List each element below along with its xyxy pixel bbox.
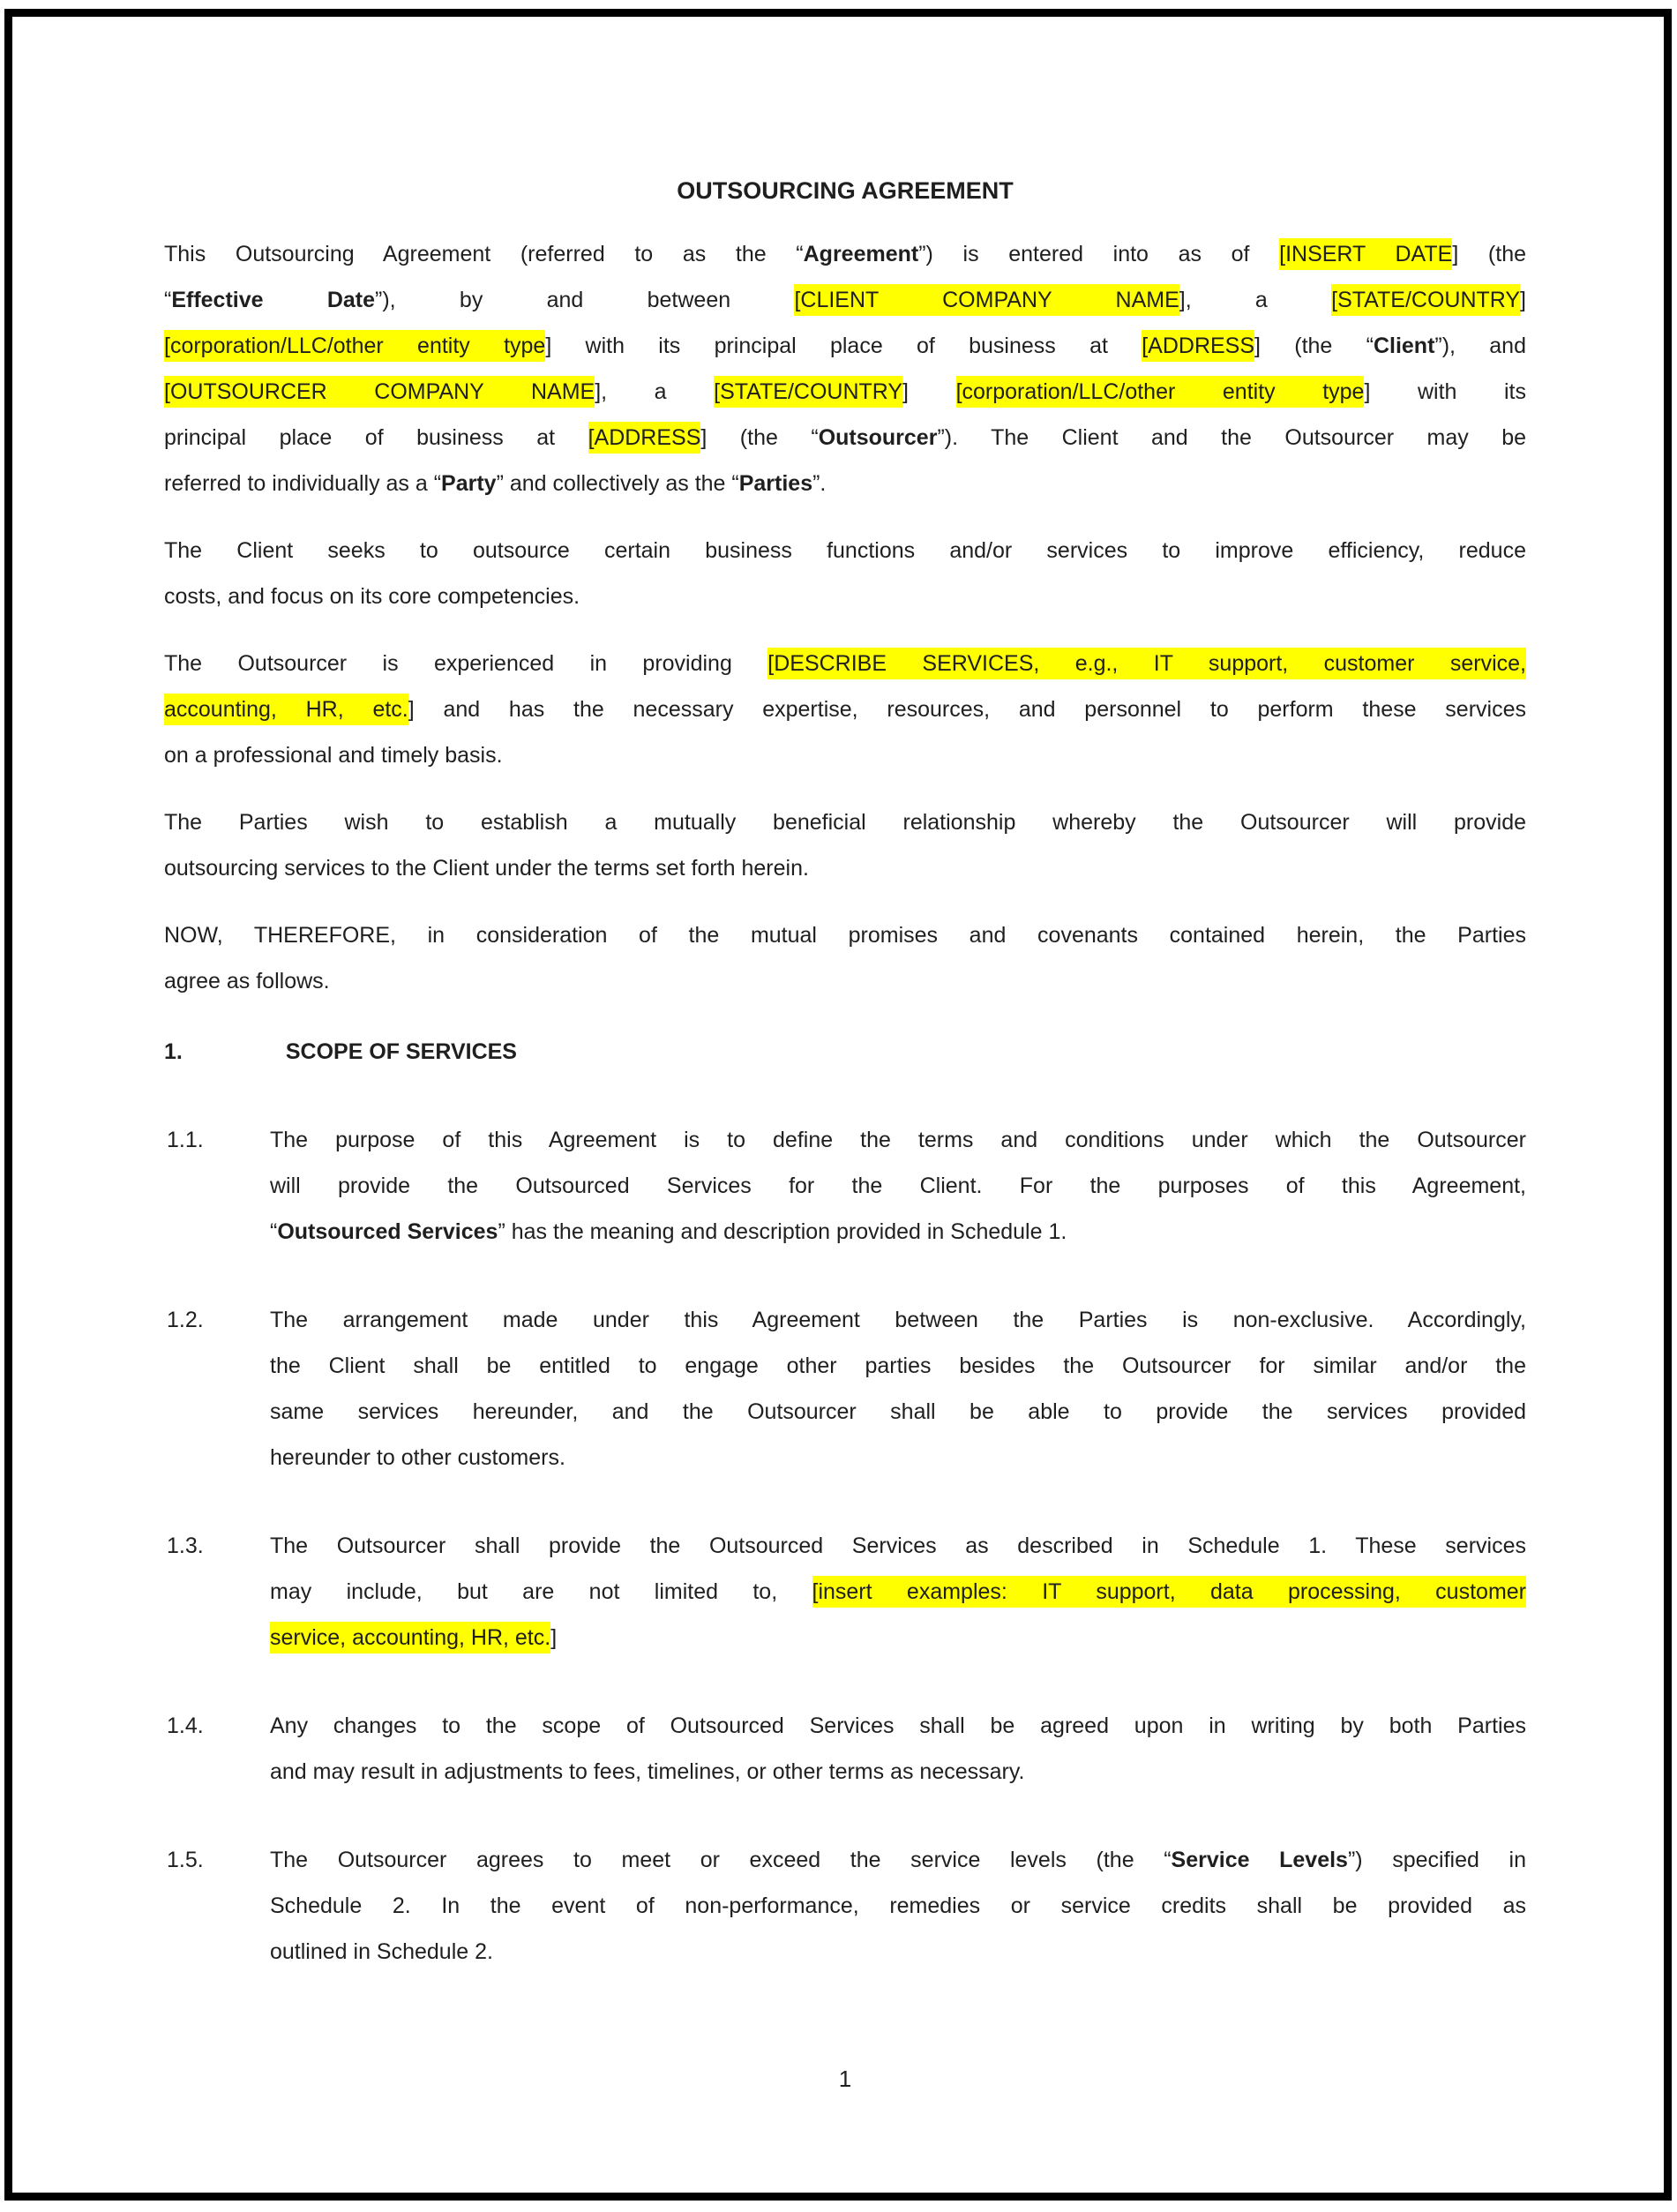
text-line [270, 1837, 1526, 1883]
text-line [164, 732, 1526, 778]
text-run: ] and has the necessary expertise, resources, and personnel to perform these services [408, 697, 1526, 722]
text-line [164, 912, 1526, 958]
text-run: accounting, HR, etc. [164, 694, 408, 725]
text-run: [STATE/COUNTRY [714, 376, 902, 408]
text-run: ”), by and between [375, 288, 795, 312]
text-line [270, 1569, 1526, 1615]
text-line [270, 1435, 1526, 1481]
text-line [164, 574, 1526, 619]
text-line [270, 1615, 1526, 1661]
text-run: [STATE/COUNTRY [1331, 284, 1520, 316]
clause-text [270, 1297, 1526, 1481]
text-line [270, 1209, 1526, 1255]
text-run: ”) is entered into as of [918, 242, 1280, 266]
text-run: ” has the meaning and description provided in Schedule 1. [498, 1219, 1067, 1244]
text-run: Client [1373, 334, 1435, 358]
text-run: ] [550, 1625, 558, 1650]
text-run: ] [902, 379, 956, 404]
document-content [164, 0, 1526, 2017]
text-run: “ [164, 288, 172, 312]
numbered-clause [164, 1703, 1526, 1795]
text-line [164, 845, 1526, 891]
clause-number: 1.5. [167, 1848, 204, 1872]
clause-number: 1.2. [167, 1308, 204, 1332]
numbered-clause [164, 1117, 1526, 1255]
paragraph [164, 528, 1526, 619]
text-run: agree as follows. [164, 969, 330, 994]
text-run: Parties [738, 471, 813, 496]
section-heading [164, 1029, 1526, 1075]
clause-number: 1.1. [167, 1128, 204, 1152]
text-run: ], a [1179, 288, 1332, 312]
text-line [270, 1117, 1526, 1163]
text-run: Effective Date [171, 288, 376, 312]
text-run: This Outsourcing Agreement (referred to as the “ [164, 242, 804, 266]
text-run: ” and collectively as the “ [496, 471, 739, 496]
text-line [270, 1297, 1526, 1343]
text-run: “ [270, 1219, 278, 1244]
text-run: ”). The Client and the Outsourcer may be [937, 425, 1527, 450]
text-run: The Outsourcer shall provide the Outsourced Services as described in Schedule 1. These services [270, 1533, 1526, 1558]
text-run: Outsourced Services [277, 1219, 498, 1244]
text-run: [ADDRESS [588, 422, 701, 454]
paragraph [164, 641, 1526, 778]
text-run: same services hereunder, and the Outsourcer shall be able to provide the services provided [270, 1399, 1526, 1424]
text-run: [INSERT DATE [1279, 238, 1452, 270]
text-run: ”), and [1434, 334, 1526, 358]
text-run: service, accounting, HR, etc. [270, 1622, 550, 1653]
document-body [164, 231, 1526, 1975]
text-run: The purpose of this Agreement is to define the terms and conditions under which the Outsourcer [270, 1128, 1526, 1152]
text-line [270, 1389, 1526, 1435]
clause-number: 1.4. [167, 1713, 204, 1738]
text-run: ] (the “ [700, 425, 819, 450]
text-run: [corporation/LLC/other entity type [956, 376, 1365, 408]
text-run: referred to individually as a “ [164, 471, 442, 496]
text-run: ] with its principal place of business at [545, 334, 1142, 358]
text-run: will provide the Outsourced Services for the Client. For the purposes of this Agreement, [270, 1173, 1526, 1198]
page-number: 1 [838, 2066, 852, 2092]
text-run: outlined in Schedule 2. [270, 1939, 493, 1964]
text-run: [corporation/LLC/other entity type [164, 330, 545, 362]
text-line [164, 231, 1526, 277]
text-line [270, 1883, 1526, 1929]
text-run: ] [1520, 288, 1526, 312]
clause-text [270, 1523, 1526, 1661]
text-run: The Outsourcer agrees to meet or exceed the service levels (the “ [270, 1848, 1172, 1872]
text-run: ], a [595, 379, 715, 404]
text-run: NOW, THEREFORE, in consideration of the mutual promises and covenants contained herein, the Parties [164, 923, 1526, 948]
text-line [270, 1749, 1526, 1795]
text-run: Service Levels [1171, 1848, 1348, 1872]
text-line [270, 1343, 1526, 1389]
text-line [270, 1929, 1526, 1975]
text-line [164, 528, 1526, 574]
text-run: on a professional and timely basis. [164, 743, 503, 768]
text-line [164, 799, 1526, 845]
text-run: ”. [812, 471, 827, 496]
text-run: the Client shall be entitled to engage other parties besides the Outsourcer for similar and/or the [270, 1353, 1526, 1378]
clause-text [270, 1837, 1526, 1975]
text-run: Any changes to the scope of Outsourced Services shall be agreed upon in writing by both Parties [270, 1713, 1526, 1738]
text-run: [insert examples: IT support, data processing, customer [812, 1576, 1527, 1608]
text-line [164, 323, 1526, 369]
clause-text [270, 1117, 1526, 1255]
text-run: The Outsourcer is experienced in providing [164, 651, 768, 676]
clause-text [270, 1703, 1526, 1795]
text-line [270, 1523, 1526, 1569]
text-run: hereunder to other customers. [270, 1445, 565, 1470]
paragraph [164, 799, 1526, 891]
text-run: Outsourcer [818, 425, 938, 450]
text-run: and may result in adjustments to fees, timelines, or other terms as necessary. [270, 1759, 1025, 1784]
text-line [270, 1703, 1526, 1749]
text-run: principal place of business at [164, 425, 588, 450]
text-run: Schedule 2. In the event of non-performance, remedies or service credits shall be provided as [270, 1893, 1526, 1918]
text-run: [DESCRIBE SERVICES, e.g., IT support, customer service, [767, 648, 1526, 679]
text-run: The Parties wish to establish a mutually beneficial relationship whereby the Outsourcer will provide [164, 810, 1526, 835]
text-run: ] with its [1364, 379, 1527, 404]
text-run: [CLIENT COMPANY NAME [794, 284, 1179, 316]
numbered-clause [164, 1297, 1526, 1481]
text-line [164, 369, 1526, 415]
numbered-clause [164, 1837, 1526, 1975]
text-run: may include, but are not limited to, [270, 1579, 812, 1604]
text-line [164, 686, 1526, 732]
paragraph [164, 912, 1526, 1004]
text-run: [ADDRESS [1142, 330, 1254, 362]
numbered-clause [164, 1523, 1526, 1661]
text-run: outsourcing services to the Client under the terms set forth herein. [164, 856, 809, 881]
clause-number: 1.3. [167, 1533, 204, 1558]
text-run: costs, and focus on its core competencies. [164, 584, 580, 609]
text-run: ] (the “ [1254, 334, 1374, 358]
document-title: OUTSOURCING AGREEMENT [677, 177, 1014, 204]
text-run: Agreement [803, 242, 919, 266]
text-run: The arrangement made under this Agreement between the Parties is non-exclusive. Accordingly, [270, 1308, 1526, 1332]
text-line [164, 277, 1526, 323]
paragraph [164, 231, 1526, 506]
section-number: 1. [164, 1039, 183, 1064]
text-run: The Client seeks to outsource certain business functions and/or services to improve efficiency, reduce [164, 538, 1526, 563]
text-line [164, 641, 1526, 686]
text-run: [OUTSOURCER COMPANY NAME [164, 376, 595, 408]
section-heading-label: SCOPE OF SERVICES [285, 1039, 517, 1064]
text-run: Party [441, 471, 497, 496]
text-run: ”) specified in [1347, 1848, 1526, 1872]
text-line [164, 958, 1526, 1004]
text-line [164, 415, 1526, 461]
text-run: ] (the [1452, 242, 1526, 266]
text-line [164, 461, 1526, 506]
text-line [270, 1163, 1526, 1209]
